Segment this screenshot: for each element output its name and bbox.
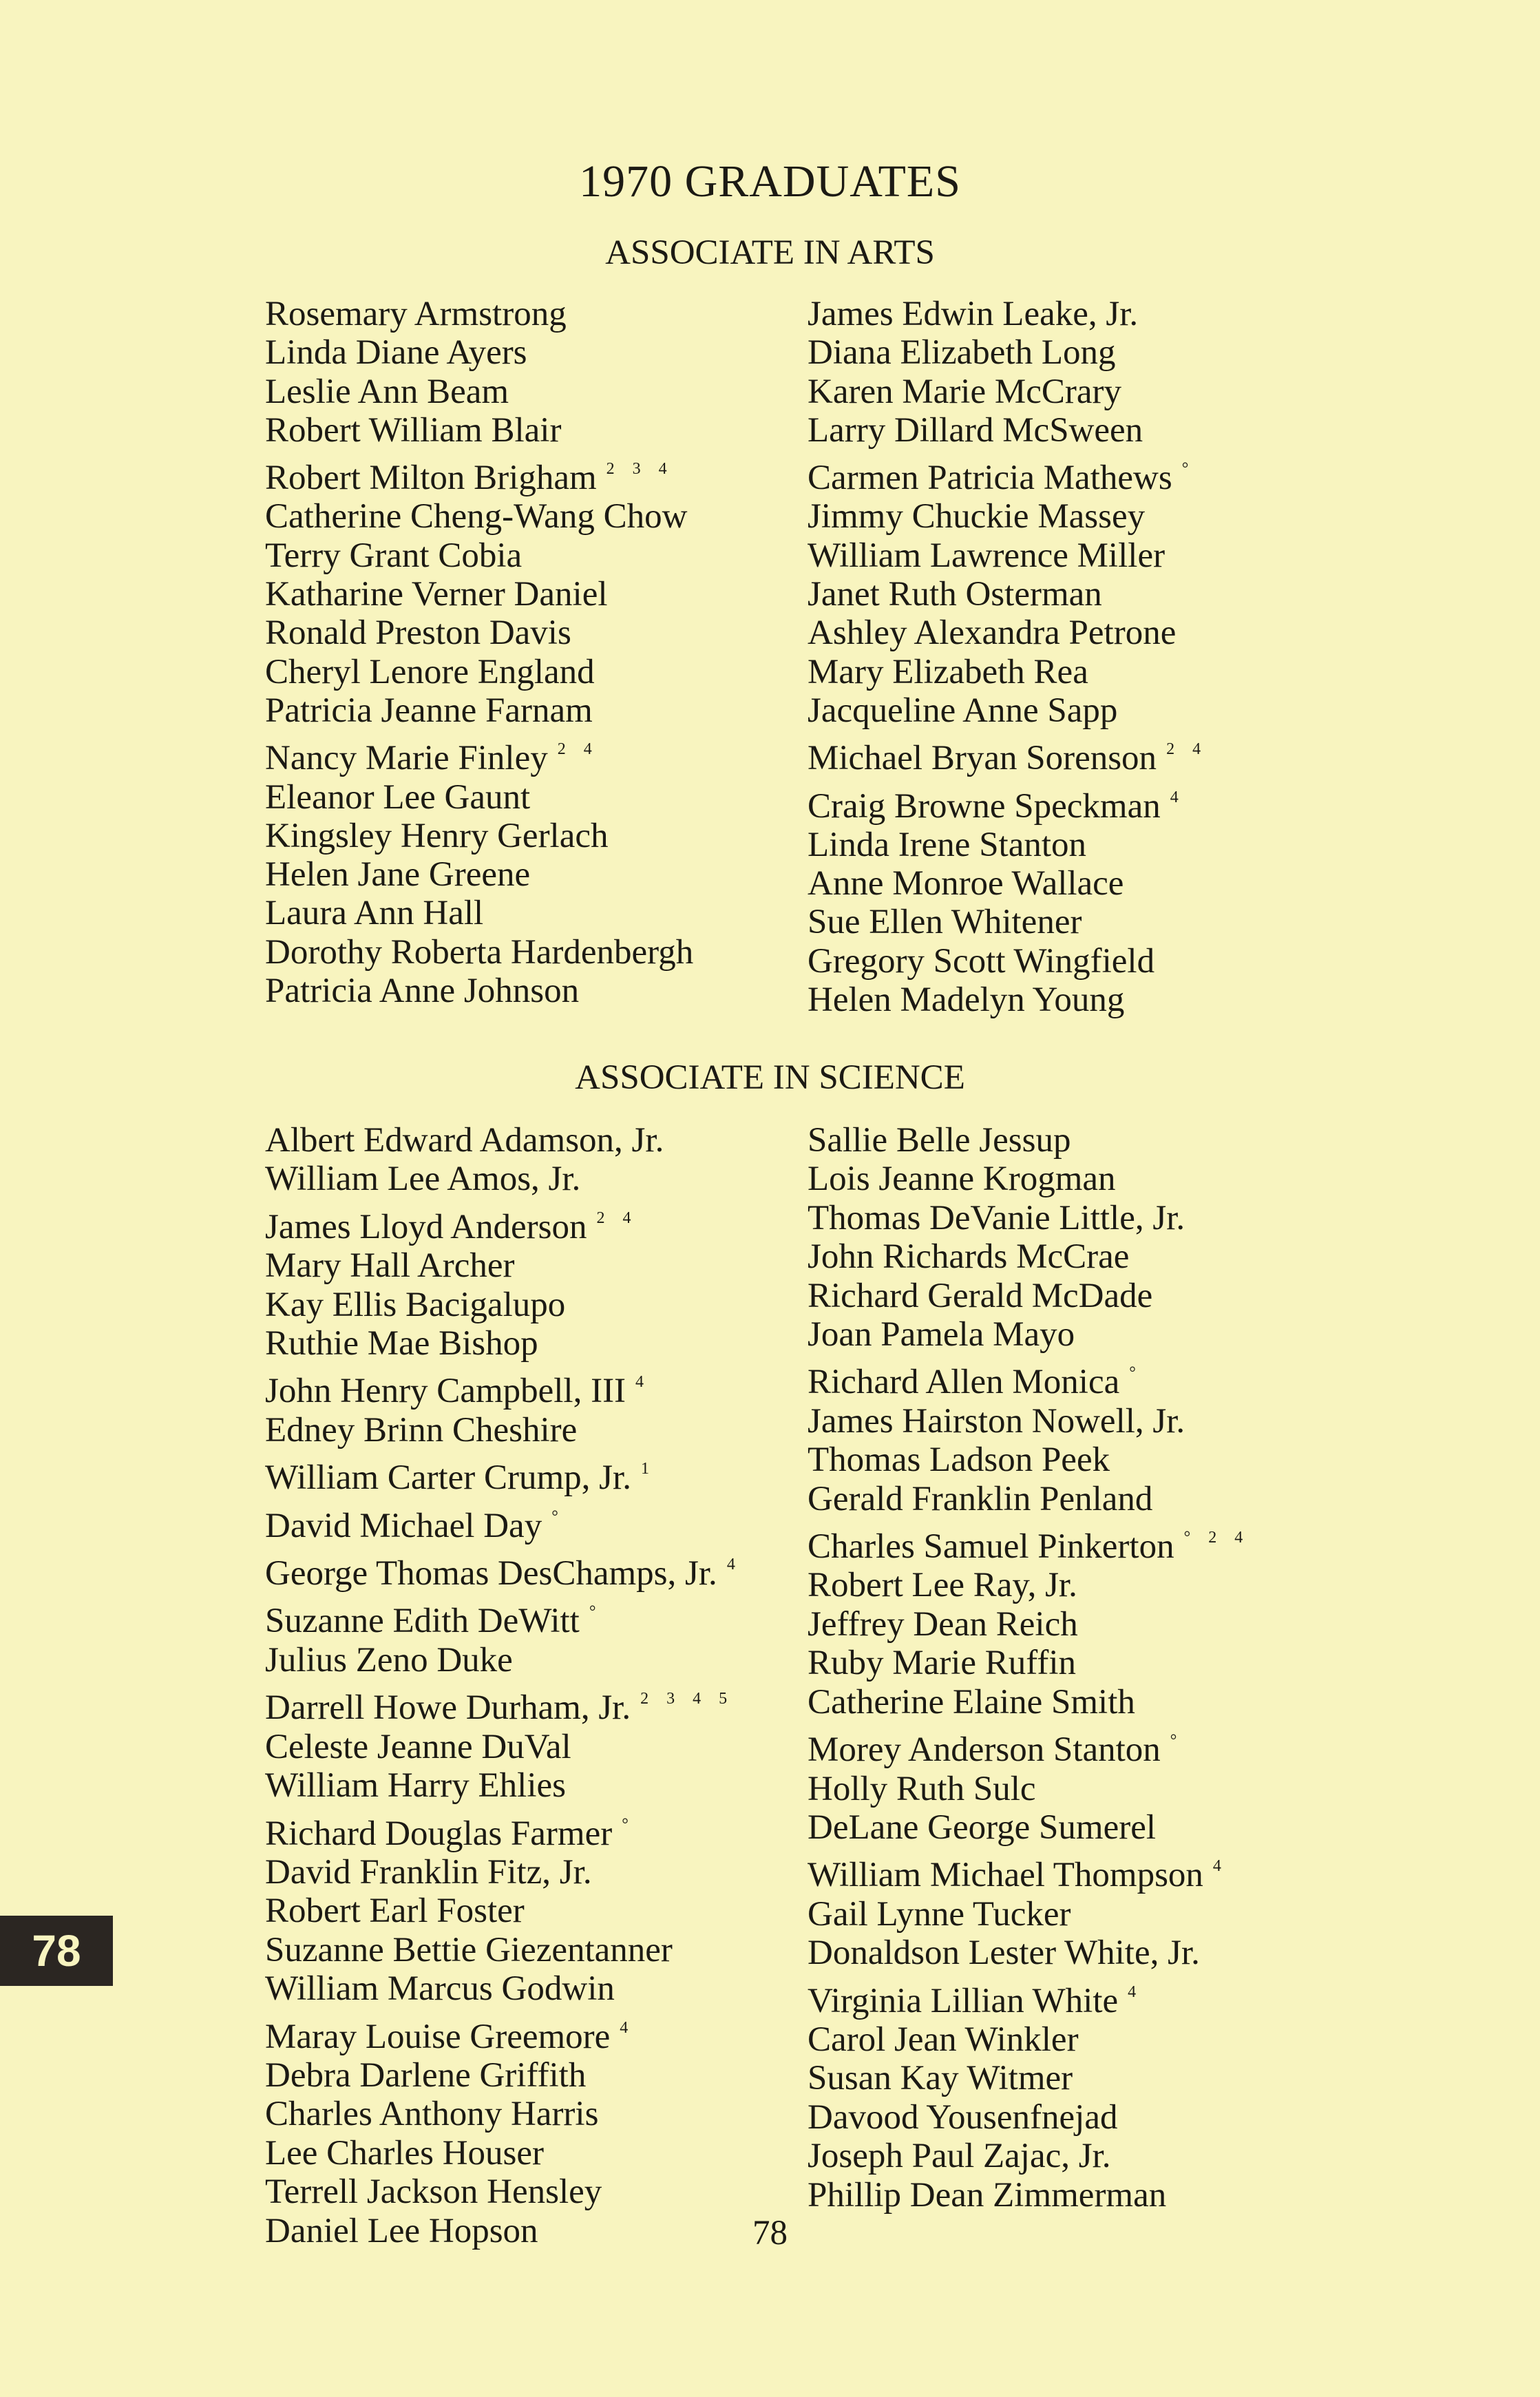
honor-marks: 4 [635, 1373, 651, 1392]
graduate-name: Joan Pamela Mayo [808, 1315, 1075, 1354]
graduate-name: Albert Edward Adamson, Jr. [265, 1121, 664, 1160]
graduate-name: Jimmy Chuckie Massey [808, 497, 1146, 536]
graduate-entry [265, 2095, 742, 2133]
graduate-name: Edney Brinn Cheshire [265, 1410, 578, 1449]
graduate-entry [808, 575, 1207, 614]
graduate-entry [265, 933, 693, 972]
graduate-entry [265, 1641, 742, 1679]
graduate-name: Suzanne Edith DeWitt [265, 1602, 580, 1641]
graduate-name: Craig Browne Speckman [808, 786, 1161, 826]
graduate-entry [808, 1480, 1249, 1518]
graduate-name: Patricia Anne Johnson [265, 972, 580, 1011]
graduate-entry [808, 1121, 1249, 1160]
graduate-name: Larry Dillard McSween [808, 410, 1143, 450]
graduate-entry [265, 1593, 742, 1640]
graduate-entry [808, 2137, 1249, 2175]
graduate-entry [265, 295, 693, 333]
graduate-entry [808, 903, 1207, 941]
graduate-entry [265, 1121, 742, 1160]
graduate-entry [265, 1969, 742, 2008]
graduate-name: Dorothy Roberta Hardenbergh [265, 932, 694, 972]
graduate-entry [265, 1411, 742, 1449]
graduate-entry [808, 826, 1207, 864]
graduate-entry [265, 450, 693, 497]
graduate-entry [808, 1721, 1249, 1769]
graduate-entry [808, 411, 1207, 450]
graduate-entry [808, 1277, 1249, 1315]
honor-marks: ° [1181, 460, 1196, 479]
graduate-name: Donaldson Lester White, Jr. [808, 1934, 1200, 1973]
graduate-entry [808, 1315, 1249, 1354]
honor-marks: ° [589, 1603, 603, 1622]
graduate-name: Michael Bryan Sorenson [808, 739, 1157, 778]
graduate-name: Linda Irene Stanton [808, 825, 1087, 864]
graduate-entry [808, 2020, 1249, 2059]
graduate-entry [265, 1679, 742, 1727]
graduate-name: Katharine Verner Daniel [265, 575, 608, 614]
graduate-entry [265, 575, 693, 614]
graduate-entry [265, 894, 693, 932]
graduate-entry [265, 1498, 742, 1545]
graduate-name: William Michael Thompson [808, 1856, 1203, 1895]
graduate-name: Terrell Jackson Hensley [265, 2173, 602, 2212]
graduate-name: Julius Zeno Duke [265, 1640, 513, 1679]
graduate-entry [265, 1199, 742, 1246]
graduate-entry [265, 1286, 742, 1324]
graduate-entry [808, 2176, 1249, 2215]
graduate-entry [265, 1449, 742, 1497]
graduate-name: Lois Jeanne Krogman [808, 1160, 1116, 1199]
graduate-entry [265, 972, 693, 1010]
graduate-entry [265, 1853, 742, 1892]
graduate-entry [808, 1973, 1249, 2020]
graduate-name: Ashley Alexandra Petrone [808, 614, 1177, 653]
graduate-entry [265, 536, 693, 575]
graduate-name: James Edwin Leake, Jr. [808, 295, 1139, 333]
graduate-name: Davood Yousenfnejad [808, 2097, 1118, 2137]
graduate-name: Celeste Jeanne DuVal [265, 1727, 571, 1766]
graduate-entry [265, 2056, 742, 2095]
graduate-name: George Thomas DesChamps, Jr. [265, 1554, 717, 1593]
graduate-name: Kay Ellis Bacigalupo [265, 1285, 566, 1324]
graduate-entry [808, 1808, 1249, 1847]
graduate-name: Thomas Ladson Peek [808, 1441, 1110, 1480]
graduate-name: Ruby Marie Ruffin [808, 1644, 1077, 1683]
graduate-entry [808, 1199, 1249, 1237]
graduate-name: William Harry Ehlies [265, 1766, 566, 1805]
page-title: 1970 GRADUATES [579, 156, 961, 207]
graduate-name: Robert Lee Ray, Jr. [808, 1566, 1077, 1605]
graduate-name: Leslie Ann Beam [265, 372, 509, 411]
graduate-name: Suzanne Bettie Giezentanner [265, 1930, 673, 1969]
graduate-name: Gail Lynne Tucker [808, 1894, 1071, 1934]
graduate-entry [808, 536, 1207, 575]
graduate-entry [265, 1363, 742, 1410]
graduate-entry [808, 1160, 1249, 1198]
graduate-name: Morey Anderson Stanton [808, 1730, 1161, 1770]
graduate-name: James Lloyd Anderson [265, 1207, 587, 1246]
graduate-name: Jeffrey Dean Reich [808, 1604, 1078, 1644]
graduate-name: William Lawrence Miller [808, 536, 1165, 575]
graduate-entry [265, 333, 693, 372]
graduate-name: John Richards McCrae [808, 1237, 1130, 1277]
graduate-entry [265, 411, 693, 450]
graduate-name: Phillip Dean Zimmerman [808, 2175, 1167, 2215]
graduate-name: Nancy Marie Finley [265, 739, 548, 778]
graduate-entry [265, 497, 693, 536]
graduate-name: Lee Charles Houser [265, 2133, 545, 2173]
graduate-name: Thomas DeVanie Little, Jr. [808, 1198, 1185, 1237]
honor-marks: 4 [1128, 1982, 1143, 2001]
graduate-name: John Henry Campbell, III [265, 1372, 626, 1411]
graduate-entry [808, 1518, 1249, 1566]
graduate-entry [808, 2098, 1249, 2137]
graduate-entry [808, 1644, 1249, 1682]
graduate-name: Darrell Howe Durham, Jr. [265, 1688, 631, 1728]
graduate-name: Robert Milton Brigham [265, 459, 597, 498]
honor-marks: ° [1129, 1364, 1143, 1383]
honor-marks: ° [1170, 1732, 1184, 1750]
graduate-name: William Lee Amos, Jr. [265, 1160, 581, 1199]
graduate-name: James Hairston Nowell, Jr. [808, 1401, 1185, 1441]
graduate-entry [265, 373, 693, 411]
graduate-entry [265, 1805, 742, 1853]
graduate-name: Holly Ruth Sulc [808, 1769, 1036, 1808]
honor-marks: 4 [620, 2018, 635, 2037]
graduate-entry [265, 1324, 742, 1363]
graduate-name: Mary Hall Archer [265, 1246, 515, 1286]
graduate-name: Jacqueline Anne Sapp [808, 691, 1118, 730]
graduate-entry [808, 778, 1207, 826]
science-names-right-column [808, 1121, 1249, 2215]
graduate-entry [265, 2173, 742, 2211]
graduate-name: Richard Allen Monica [808, 1363, 1120, 1402]
graduate-entry [265, 1160, 742, 1198]
graduate-name: DeLane George Sumerel [808, 1808, 1157, 1847]
graduate-entry [808, 1402, 1249, 1441]
graduate-entry [808, 1237, 1249, 1276]
graduate-entry [808, 2059, 1249, 2097]
graduate-entry [808, 614, 1207, 652]
graduate-entry [808, 1354, 1249, 1401]
page-number: 78 [752, 2214, 788, 2252]
arts-names-left-column [265, 295, 693, 1010]
honor-marks: 4 [726, 1556, 742, 1574]
graduate-entry [808, 333, 1207, 372]
graduate-name: Gerald Franklin Penland [808, 1479, 1153, 1518]
graduate-entry [808, 450, 1207, 497]
graduate-entry [265, 2134, 742, 2173]
honor-marks: 2 4 [596, 1208, 638, 1227]
graduate-entry [265, 614, 693, 652]
graduate-entry [808, 981, 1207, 1019]
honor-marks: ° 2 4 [1183, 1529, 1250, 1547]
science-names-left-column [265, 1121, 742, 2250]
graduate-name: Gregory Scott Wingfield [808, 941, 1155, 981]
graduate-name: Helen Jane Greene [265, 855, 531, 894]
graduate-name: Cheryl Lenore England [265, 652, 595, 691]
graduate-entry [808, 1605, 1249, 1644]
honor-marks: ° [551, 1507, 565, 1526]
honor-marks: 2 4 [1166, 740, 1208, 759]
graduate-name: Sue Ellen Whitener [808, 903, 1082, 942]
graduate-name: Catherine Elaine Smith [808, 1682, 1135, 1721]
graduate-entry [808, 373, 1207, 411]
graduate-name: Susan Kay Witmer [808, 2059, 1073, 2098]
graduate-name: Helen Madelyn Young [808, 981, 1125, 1020]
graduate-name: Carmen Patricia Mathews [808, 459, 1172, 498]
graduate-entry [265, 1766, 742, 1805]
graduate-name: David Michael Day [265, 1506, 542, 1545]
graduate-name: William Carter Crump, Jr. [265, 1458, 631, 1498]
graduate-entry [808, 295, 1207, 333]
graduate-name: Maray Louise Greemore [265, 2017, 611, 2056]
honor-marks: 4 [1170, 788, 1185, 806]
graduate-name: Janet Ruth Osterman [808, 575, 1102, 614]
arts-names-right-column [808, 295, 1207, 1019]
graduate-name: Charles Anthony Harris [265, 2095, 599, 2134]
graduate-name: Charles Samuel Pinkerton [808, 1527, 1174, 1567]
graduate-name: Daniel Lee Hopson [265, 2211, 538, 2250]
graduate-name: Carol Jean Winkler [808, 2020, 1079, 2059]
graduate-name: Rosemary Armstrong [265, 295, 567, 333]
graduate-name: Joseph Paul Zajac, Jr. [808, 2137, 1111, 2176]
graduate-name: Diana Elizabeth Long [808, 333, 1116, 373]
honor-marks: ° [622, 1815, 635, 1834]
graduate-name: Mary Elizabeth Rea [808, 652, 1088, 691]
graduate-entry [265, 653, 693, 691]
graduate-name: Catherine Cheng-Wang Chow [265, 497, 688, 536]
graduate-name: Ronald Preston Davis [265, 614, 571, 653]
graduate-entry [808, 1566, 1249, 1604]
graduate-entry [808, 1441, 1249, 1479]
honor-marks: 1 [640, 1460, 656, 1478]
graduate-entry [265, 1892, 742, 1930]
graduate-name: Ruthie Mae Bishop [265, 1324, 538, 1363]
graduate-entry [265, 2009, 742, 2056]
graduate-name: Robert William Blair [265, 410, 562, 450]
graduate-entry [808, 1934, 1249, 1972]
graduate-name: Richard Douglas Farmer [265, 1814, 613, 1853]
graduate-entry [808, 730, 1207, 777]
section-heading-associate-in-arts: ASSOCIATE IN ARTS [605, 233, 935, 272]
graduate-name: Kingsley Henry Gerlach [265, 816, 609, 855]
honor-marks: 2 3 4 [606, 460, 674, 479]
graduate-entry [808, 864, 1207, 903]
graduate-entry [808, 1847, 1249, 1894]
graduate-name: Richard Gerald McDade [808, 1276, 1153, 1315]
graduate-entry [265, 691, 693, 730]
graduate-entry [265, 817, 693, 855]
graduate-entry [265, 855, 693, 894]
graduate-name: Anne Monroe Wallace [808, 864, 1124, 903]
graduate-entry [808, 1770, 1249, 1808]
graduate-entry [808, 653, 1207, 691]
graduate-entry [808, 1895, 1249, 1934]
graduate-name: Terry Grant Cobia [265, 536, 523, 575]
graduate-name: Linda Diane Ayers [265, 333, 527, 373]
honor-marks: 2 4 [557, 740, 599, 759]
graduate-entry [808, 691, 1207, 730]
graduate-entry [808, 942, 1207, 981]
graduate-entry [808, 1683, 1249, 1721]
graduate-name: Patricia Jeanne Farnam [265, 691, 593, 730]
graduate-name: Karen Marie McCrary [808, 372, 1121, 411]
graduate-name: Robert Earl Foster [265, 1892, 525, 1931]
graduate-name: Debra Darlene Griffith [265, 2055, 587, 2095]
graduate-entry [265, 1728, 742, 1766]
honor-marks: 2 3 4 5 [640, 1690, 735, 1708]
graduate-name: Laura Ann Hall [265, 894, 484, 933]
section-heading-associate-in-science: ASSOCIATE IN SCIENCE [575, 1058, 965, 1097]
graduate-entry [265, 1246, 742, 1285]
graduate-entry [265, 778, 693, 817]
graduate-name: William Marcus Godwin [265, 1969, 615, 2009]
graduate-name: Eleanor Lee Gaunt [265, 777, 531, 817]
honor-marks: 4 [1212, 1857, 1228, 1876]
graduate-entry [265, 730, 693, 777]
graduate-name: Virginia Lillian White [808, 1981, 1119, 2020]
page-tab: 78 [0, 1916, 113, 1986]
graduate-name: David Franklin Fitz, Jr. [265, 1852, 592, 1892]
graduate-name: Sallie Belle Jessup [808, 1121, 1071, 1160]
graduate-entry [808, 497, 1207, 536]
graduate-entry [265, 1931, 742, 1969]
graduate-entry [265, 1545, 742, 1593]
